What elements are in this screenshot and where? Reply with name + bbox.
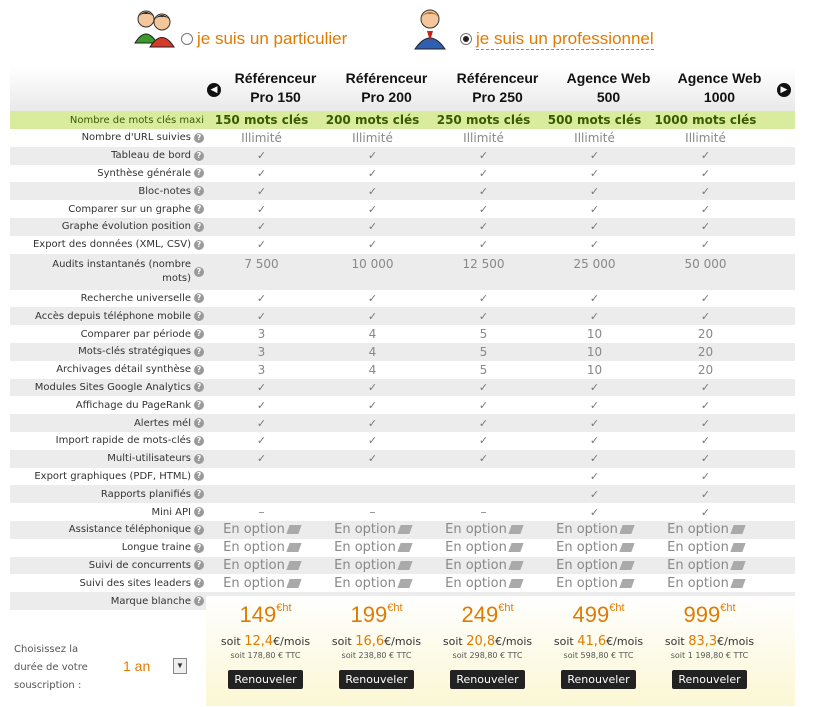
check-icon: ✓	[367, 184, 378, 198]
check-icon: ✓	[478, 434, 489, 448]
pencil-icon	[286, 543, 301, 552]
check-icon: ✓	[478, 291, 489, 305]
help-icon[interactable]: ?	[194, 311, 204, 321]
table-cell: –	[258, 505, 265, 520]
check-icon: ✓	[478, 309, 489, 323]
pencil-icon	[619, 561, 634, 570]
check-icon: ✓	[700, 220, 711, 234]
check-icon: ✓	[700, 380, 711, 394]
table-cell: En option	[650, 522, 761, 537]
feature-label: Suivi de concurrents	[88, 559, 191, 571]
table-cell: En option	[317, 558, 428, 573]
price-column-4	[543, 596, 654, 689]
feature-label: Mini API	[151, 506, 191, 518]
table-row-phone	[10, 521, 795, 539]
table-cell: Illimité	[685, 130, 726, 145]
table-cell: 25 000	[573, 256, 616, 271]
feature-label: Nombre de mots clés maxi	[69, 114, 204, 126]
table-row-import	[10, 432, 795, 450]
price-column-1	[210, 596, 321, 689]
chevron-down-icon[interactable]: ▼	[173, 658, 187, 674]
table-cell: 4	[368, 344, 377, 359]
check-icon: ✓	[700, 469, 711, 483]
check-icon: ✓	[700, 149, 711, 163]
help-icon[interactable]: ?	[194, 186, 204, 196]
table-cell: 20	[697, 344, 714, 359]
radio-particulier[interactable]	[181, 33, 193, 45]
check-icon: ✓	[478, 184, 489, 198]
table-row-multiuser	[10, 450, 795, 468]
check-icon: ✓	[256, 238, 267, 252]
feature-label: Export graphiques (PDF, HTML)	[34, 470, 191, 482]
pencil-icon	[397, 525, 412, 534]
table-cell: 20	[697, 362, 714, 377]
check-icon: ✓	[700, 202, 711, 216]
check-icon: ✓	[700, 184, 711, 198]
check-icon: ✓	[367, 291, 378, 305]
table-cell: 150 mots clés	[214, 113, 309, 127]
help-icon[interactable]: ?	[194, 525, 204, 535]
price: $999^{€ht}$	[683, 602, 736, 627]
renew-button[interactable]: Renouveler	[228, 670, 302, 689]
feature-label: Marque blanche	[110, 595, 191, 607]
table-row-reports	[10, 485, 795, 503]
prev-arrow-icon[interactable]: ◀	[207, 83, 221, 97]
table-cell: 3	[257, 362, 266, 377]
table-row-dashboard	[10, 147, 795, 165]
table-row-keywords	[10, 111, 795, 129]
pencil-icon	[397, 543, 412, 552]
table-cell: –	[480, 505, 487, 520]
price: $499^{€ht}$	[572, 602, 625, 627]
check-icon: ✓	[478, 220, 489, 234]
feature-label: Accès depuis téléphone mobile	[35, 310, 191, 322]
table-cell: En option	[539, 576, 650, 591]
monthly-price: soit 20,8€/mois	[442, 634, 533, 649]
pencil-icon	[286, 561, 301, 570]
pencil-icon	[286, 525, 301, 534]
ttc-price: soit 298,80 € TTC	[452, 651, 523, 660]
plan-header-5: Agence Web 1000	[677, 70, 762, 105]
table-cell: En option	[206, 558, 317, 573]
check-icon: ✓	[367, 166, 378, 180]
check-icon: ✓	[478, 202, 489, 216]
feature-label: Export des données (XML, CSV)	[32, 239, 191, 251]
renew-button[interactable]: Renouveler	[672, 670, 746, 689]
feature-label: Bloc-notes	[138, 185, 191, 197]
table-cell: En option	[428, 558, 539, 573]
feature-label: Longue traine	[121, 542, 191, 554]
pencil-icon	[730, 561, 745, 570]
check-icon: ✓	[256, 416, 267, 430]
help-icon[interactable]: ?	[194, 347, 204, 357]
check-icon: ✓	[478, 166, 489, 180]
check-icon: ✓	[367, 452, 378, 466]
table-cell: En option	[428, 522, 539, 537]
ttc-price: soit 598,80 € TTC	[563, 651, 634, 660]
table-row-competitors	[10, 557, 795, 575]
price: $249^{€ht}$	[461, 602, 514, 627]
check-icon: ✓	[589, 380, 600, 394]
monthly-price: soit 83,3€/mois	[664, 634, 755, 649]
renew-button[interactable]: Renouveler	[339, 670, 413, 689]
pencil-icon	[508, 561, 523, 570]
table-cell: En option	[539, 522, 650, 537]
table-cell: 20	[697, 327, 714, 342]
check-icon: ✓	[256, 149, 267, 163]
pencil-icon	[508, 579, 523, 588]
table-cell: 200 mots clés	[325, 113, 420, 127]
feature-label: Comparer par période	[80, 328, 191, 340]
table-cell: En option	[206, 540, 317, 555]
check-icon: ✓	[589, 149, 600, 163]
check-icon: ✓	[256, 398, 267, 412]
check-icon: ✓	[589, 469, 600, 483]
check-icon: ✓	[367, 434, 378, 448]
check-icon: ✓	[478, 452, 489, 466]
check-icon: ✓	[367, 398, 378, 412]
particulier-label[interactable]: je suis un particulier	[197, 29, 348, 48]
table-row-export-graph	[10, 468, 795, 486]
feature-label: Alertes mél	[133, 417, 191, 429]
professionnel-label[interactable]: je suis un professionnel	[476, 28, 654, 48]
price-column-5	[654, 596, 765, 689]
check-icon: ✓	[589, 434, 600, 448]
feature-label: Archivages détail synthèse	[56, 364, 191, 376]
pencil-icon	[508, 543, 523, 552]
table-cell: En option	[428, 576, 539, 591]
table-cell: 4	[368, 327, 377, 342]
check-icon: ✓	[700, 238, 711, 252]
option-professionnel[interactable]	[412, 4, 654, 54]
feature-label: Modules Sites Google Analytics	[34, 381, 191, 393]
check-icon: ✓	[256, 184, 267, 198]
feature-label: Affichage du PageRank	[75, 399, 191, 411]
check-icon: ✓	[700, 487, 711, 501]
table-cell: Illimité	[574, 130, 615, 145]
table-cell: En option	[317, 522, 428, 537]
check-icon: ✓	[589, 452, 600, 466]
check-icon: ✓	[589, 291, 600, 305]
plan-header-4: Agence Web 500	[566, 70, 651, 105]
help-icon[interactable]: ?	[194, 168, 204, 178]
table-cell: En option	[317, 576, 428, 591]
help-icon[interactable]: ?	[194, 507, 204, 517]
table-row-mobile	[10, 307, 795, 325]
table-row-synthesis	[10, 165, 795, 183]
table-row-strategic	[10, 343, 795, 361]
check-icon: ✓	[478, 398, 489, 412]
table-row-position-graph	[10, 218, 795, 236]
table-cell: En option	[539, 540, 650, 555]
table-row-compare-graph	[10, 200, 795, 218]
help-icon[interactable]: ?	[194, 560, 204, 570]
table-cell: 3	[257, 344, 266, 359]
check-icon: ✓	[589, 505, 600, 519]
table-cell: 10	[586, 344, 603, 359]
duration-select[interactable]	[115, 656, 189, 676]
table-cell: 250 mots clés	[436, 113, 531, 127]
check-icon: ✓	[367, 202, 378, 216]
pencil-icon	[619, 543, 634, 552]
table-cell: 5	[479, 362, 488, 377]
ttc-price: soit 1 198,80 € TTC	[670, 651, 749, 660]
check-icon: ✓	[700, 309, 711, 323]
check-icon: ✓	[256, 220, 267, 234]
table-cell: Illimité	[352, 130, 393, 145]
table-cell: En option	[650, 540, 761, 555]
monthly-price: soit 16,6€/mois	[331, 634, 422, 649]
help-icon[interactable]: ?	[194, 596, 204, 606]
check-icon: ✓	[589, 202, 600, 216]
check-icon: ✓	[589, 220, 600, 234]
table-cell: 10 000	[351, 256, 394, 271]
pencil-icon	[730, 579, 745, 588]
feature-label: Graphe évolution position	[61, 221, 191, 233]
help-icon[interactable]: ?	[194, 436, 204, 446]
check-icon: ✓	[589, 398, 600, 412]
table-cell: 7 500	[244, 256, 279, 271]
table-cell: –	[369, 505, 376, 520]
table-cell: 12 500	[462, 256, 505, 271]
table-row-longtail	[10, 539, 795, 557]
pencil-icon	[619, 579, 634, 588]
table-cell: 10	[586, 362, 603, 377]
pricing-panel	[206, 596, 795, 706]
table-row-universal	[10, 290, 795, 308]
feature-label: Mots-clés stratégiques	[78, 346, 191, 358]
feature-label: Assistance téléphonique	[68, 524, 191, 536]
table-row-archives	[10, 361, 795, 379]
table-row-notes	[10, 182, 795, 200]
ttc-price: soit 178,80 € TTC	[230, 651, 301, 660]
monthly-price: soit 41,6€/mois	[553, 634, 644, 649]
help-icon[interactable]: ?	[194, 489, 204, 499]
radio-professionnel[interactable]	[460, 33, 472, 45]
table-row-analytics	[10, 379, 795, 397]
help-icon[interactable]: ?	[194, 365, 204, 375]
pencil-icon	[286, 579, 301, 588]
check-icon: ✓	[367, 238, 378, 252]
pencil-icon	[508, 525, 523, 534]
feature-label: Rapports planifiés	[100, 488, 191, 500]
check-icon: ✓	[367, 416, 378, 430]
table-cell: En option	[650, 576, 761, 591]
feature-label: Synthèse générale	[97, 167, 191, 179]
check-icon: ✓	[589, 487, 600, 501]
table-cell: 50 000	[684, 256, 727, 271]
price: $199^{€ht}$	[350, 602, 403, 627]
option-particulier[interactable]	[133, 4, 347, 54]
plans-header	[10, 67, 795, 111]
help-icon[interactable]: ?	[194, 222, 204, 232]
check-icon: ✓	[256, 380, 267, 394]
help-icon[interactable]: ?	[194, 133, 204, 143]
table-cell: En option	[206, 576, 317, 591]
check-icon: ✓	[256, 166, 267, 180]
feature-label: Tableau de bord	[111, 150, 191, 162]
table-row-api	[10, 503, 795, 521]
table-cell: En option	[206, 522, 317, 537]
check-icon: ✓	[367, 380, 378, 394]
customer-type-selector	[0, 0, 815, 62]
duration-value: 1 an	[123, 658, 151, 674]
price-column-2	[321, 596, 432, 689]
help-icon[interactable]: ?	[194, 382, 204, 392]
monthly-price: soit 12,4€/mois	[220, 634, 311, 649]
table-row-pagerank	[10, 396, 795, 414]
check-icon: ✓	[256, 452, 267, 466]
table-row-export	[10, 236, 795, 254]
help-icon[interactable]: ?	[194, 471, 204, 481]
table-cell: Illimité	[463, 130, 504, 145]
feature-label: Import rapide de mots-clés	[55, 435, 191, 447]
table-cell: En option	[650, 558, 761, 573]
help-icon[interactable]: ?	[194, 543, 204, 553]
check-icon: ✓	[367, 220, 378, 234]
businessman-icon	[412, 7, 454, 51]
check-icon: ✓	[478, 238, 489, 252]
table-cell: 5	[479, 344, 488, 359]
table-cell: Illimité	[241, 130, 282, 145]
table-row-compare-period	[10, 325, 795, 343]
feature-label: Audits instantanés (nombre mots)	[52, 258, 191, 284]
table-row-leaders	[10, 574, 795, 592]
check-icon: ✓	[700, 434, 711, 448]
feature-label: Suivi des sites leaders	[79, 577, 191, 589]
check-icon: ✓	[589, 184, 600, 198]
check-icon: ✓	[256, 291, 267, 305]
check-icon: ✓	[478, 149, 489, 163]
check-icon: ✓	[478, 380, 489, 394]
table-cell: En option	[539, 558, 650, 573]
feature-label: Recherche universelle	[80, 292, 191, 304]
help-icon[interactable]: ?	[194, 204, 204, 214]
pencil-icon	[619, 525, 634, 534]
plan-header-2: Référenceur Pro 200	[345, 70, 428, 105]
check-icon: ✓	[589, 416, 600, 430]
price-column-3	[432, 596, 543, 689]
check-icon: ✓	[256, 202, 267, 216]
check-icon: ✓	[589, 238, 600, 252]
table-cell: 4	[368, 362, 377, 377]
check-icon: ✓	[256, 309, 267, 323]
table-cell: 3	[257, 327, 266, 342]
feature-label: Multi-utilisateurs	[107, 453, 191, 465]
check-icon: ✓	[700, 398, 711, 412]
table-row-audits	[10, 254, 795, 290]
pencil-icon	[397, 579, 412, 588]
help-icon[interactable]: ?	[194, 267, 204, 277]
table-cell: 10	[586, 327, 603, 342]
check-icon: ✓	[700, 291, 711, 305]
next-arrow-icon[interactable]: ▶	[777, 83, 791, 97]
price: $149^{€ht}$	[239, 602, 292, 627]
check-icon: ✓	[256, 434, 267, 448]
help-icon[interactable]: ?	[194, 418, 204, 428]
help-icon[interactable]: ?	[194, 151, 204, 161]
feature-label: Comparer sur un graphe	[68, 203, 191, 215]
pencil-icon	[730, 543, 745, 552]
table-cell: En option	[428, 540, 539, 555]
check-icon: ✓	[367, 309, 378, 323]
plan-header-1: Référenceur Pro 150	[234, 70, 317, 105]
check-icon: ✓	[700, 452, 711, 466]
table-cell: 5	[479, 327, 488, 342]
table-row-urls	[10, 129, 795, 147]
check-icon: ✓	[700, 416, 711, 430]
help-icon[interactable]: ?	[194, 578, 204, 588]
table-row-alerts	[10, 414, 795, 432]
help-icon[interactable]: ?	[194, 454, 204, 464]
renew-button[interactable]: Renouveler	[561, 670, 635, 689]
ttc-price: soit 238,80 € TTC	[341, 651, 412, 660]
help-icon[interactable]: ?	[194, 240, 204, 250]
pencil-icon	[730, 525, 745, 534]
pencil-icon	[397, 561, 412, 570]
pricing-table	[10, 67, 795, 610]
plan-header-3: Référenceur Pro 250	[456, 70, 539, 105]
check-icon: ✓	[589, 166, 600, 180]
check-icon: ✓	[589, 309, 600, 323]
check-icon: ✓	[700, 505, 711, 519]
people-icon	[133, 7, 175, 51]
help-icon[interactable]: ?	[194, 293, 204, 303]
help-icon[interactable]: ?	[194, 329, 204, 339]
check-icon: ✓	[478, 416, 489, 430]
feature-label: Nombre d'URL suivies	[81, 132, 191, 144]
renew-button[interactable]: Renouveler	[450, 670, 524, 689]
table-cell: 500 mots clés	[547, 113, 642, 127]
table-cell: En option	[317, 540, 428, 555]
duration-label: Choisissez la durée de votre souscription :	[14, 644, 88, 691]
check-icon: ✓	[700, 166, 711, 180]
table-cell: 1000 mots clés	[654, 113, 757, 127]
check-icon: ✓	[367, 149, 378, 163]
help-icon[interactable]: ?	[194, 400, 204, 410]
